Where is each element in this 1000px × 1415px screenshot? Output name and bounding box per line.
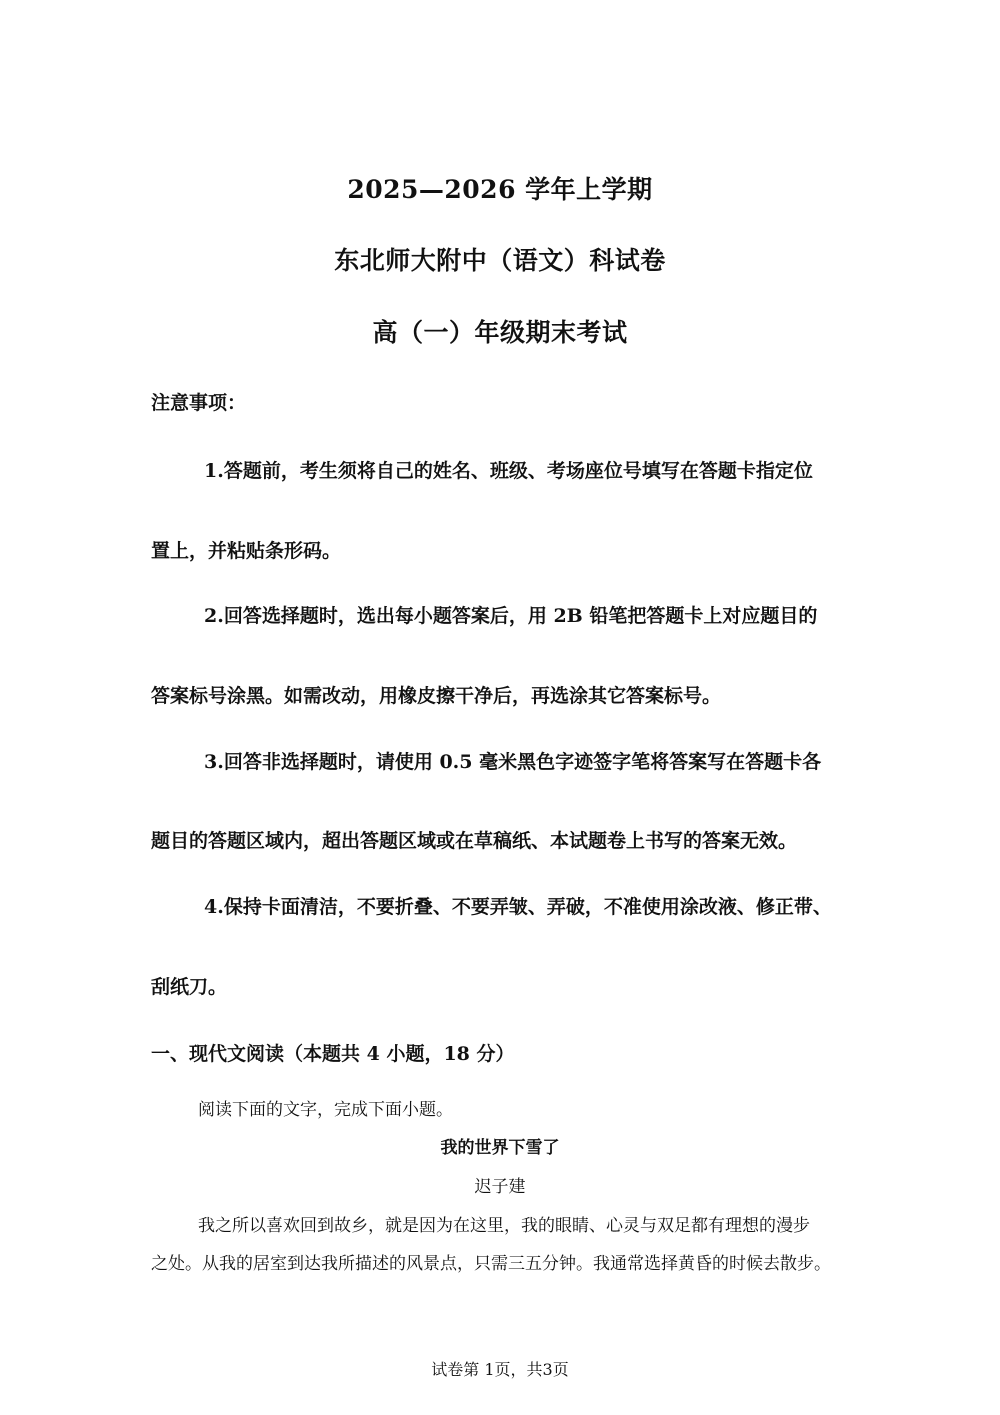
article-title: 我的世界下雪了 bbox=[440, 1138, 560, 1158]
notice-item-1-line-1: 1.答题前，考生须将自己的姓名、班级、考场座位号填写在答题卡指定位 bbox=[204, 460, 813, 482]
notice-item-3-line-1: 3.回答非选择题时，请使用 0.5 毫米黑色字迹签字笔将答案写在答题卡各 bbox=[204, 751, 822, 773]
title-exam: 高（一）年级期末考试 bbox=[372, 318, 628, 347]
notice-item-4-line-2: 刮纸刀。 bbox=[151, 976, 228, 998]
notice-item-4-line-1: 4.保持卡面清洁，不要折叠、不要弄皱、弄破，不准使用涂改液、修正带、 bbox=[204, 896, 832, 918]
article-paragraph-1-line-1: 我之所以喜欢回到故乡，就是因为在这里，我的眼睛、心灵与双足都有理想的漫步 bbox=[198, 1216, 810, 1236]
notice-item-3-line-2: 题目的答题区域内，超出答题区域或在草稿纸、本试题卷上书写的答案无效。 bbox=[151, 830, 798, 852]
title-school-year: 2025—2026 学年上学期 bbox=[347, 175, 653, 204]
section-1-heading: 一、现代文阅读（本题共 4 小题，18 分） bbox=[151, 1043, 515, 1065]
notice-heading: 注意事项： bbox=[151, 392, 247, 414]
notice-item-2-line-2: 答案标号涂黑。如需改动，用橡皮擦干净后，再选涂其它答案标号。 bbox=[151, 685, 722, 707]
notice-item-2-line-1: 2.回答选择题时，选出每小题答案后，用 2B 铅笔把答题卡上对应题目的 bbox=[204, 605, 818, 627]
article-author: 迟子建 bbox=[474, 1177, 526, 1197]
reading-instruction: 阅读下面的文字，完成下面小题。 bbox=[198, 1100, 453, 1120]
article-paragraph-1-line-2: 之处。从我的居室到达我所描述的风景点，只需三五分钟。我通常选择黄昏的时候去散步。 bbox=[151, 1254, 831, 1274]
notice-item-1-line-2: 置上，并粘贴条形码。 bbox=[151, 540, 342, 562]
title-subject: 东北师大附中（语文）科试卷 bbox=[334, 246, 666, 275]
page-footer: 试卷第 1页，共3页 bbox=[431, 1360, 569, 1379]
